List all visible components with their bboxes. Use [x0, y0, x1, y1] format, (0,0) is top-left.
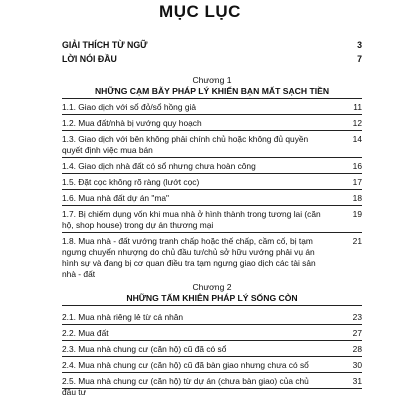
divider — [62, 157, 362, 158]
toc-entry[interactable] — [62, 134, 362, 156]
toc-entry[interactable] — [62, 236, 362, 280]
toc-entry-page: 30 — [352, 360, 362, 370]
divider — [62, 189, 362, 190]
toc-entry[interactable] — [62, 376, 362, 398]
toc-entry[interactable] — [62, 118, 362, 129]
toc-entry-text: 1.8. Mua nhà - đất vướng tranh chấp hoặc thế chấp, cầm cố, bị tạm ngưng chuyển nhượng do chủ đầu tư/chủ sở hữu vướng phải vụ án hình sự và đang bị cơ quan điều tra tạm ngưng giao dịch các tài sản nhà - đất — [62, 236, 316, 279]
toc-entry-page: 14 — [352, 134, 362, 144]
toc-entry-page: 3 — [357, 40, 362, 50]
chapter-label: Chương 2 — [192, 282, 232, 292]
divider — [62, 340, 362, 341]
toc-entry[interactable] — [62, 312, 362, 323]
chapter-2-header — [62, 282, 362, 304]
divider — [62, 232, 362, 233]
toc-entry-page: 16 — [352, 161, 362, 171]
divider — [62, 356, 362, 357]
toc-entry-text: 1.4. Giao dịch nhà đất có sổ nhưng chưa hoàn công — [62, 161, 256, 171]
toc-entry[interactable] — [62, 193, 362, 204]
toc-entry-text: 2.2. Mua đất — [62, 328, 109, 338]
toc-entry-text: GIẢI THÍCH TỪ NGỮ — [62, 40, 148, 50]
chapter-1-header — [62, 75, 362, 97]
toc-entry-text: 1.5. Đặt cọc không rõ ràng (lướt cọc) — [62, 177, 200, 187]
toc-entry-text: 1.1. Giao dịch với sổ đỏ/sổ hồng giả — [62, 102, 196, 112]
divider — [62, 305, 362, 306]
divider — [62, 324, 362, 325]
toc-entry-page: 7 — [357, 54, 362, 64]
toc-entry-page: 28 — [352, 344, 362, 354]
divider — [62, 173, 362, 174]
divider — [62, 98, 362, 99]
toc-entry[interactable] — [62, 102, 362, 113]
divider — [62, 372, 362, 373]
toc-entry-text: LỜI NÓI ĐẦU — [62, 54, 117, 64]
page-title: MỤC LỤC — [159, 2, 241, 21]
toc-entry-page: 19 — [352, 209, 362, 219]
toc-entry[interactable] — [62, 209, 362, 231]
divider — [62, 130, 362, 131]
toc-entry-text: 2.1. Mua nhà riêng lẻ từ cá nhân — [62, 312, 184, 322]
toc-entry-page: 23 — [352, 312, 362, 322]
chapter-label: Chương 1 — [192, 75, 232, 85]
toc-entry[interactable] — [62, 161, 362, 172]
divider — [62, 388, 362, 389]
toc-entry-text: 1.6. Mua nhà đất dự án "ma" — [62, 193, 169, 203]
toc-entry-text: 1.2. Mua đất/nhà bị vướng quy hoạch — [62, 118, 202, 128]
toc-entry[interactable] — [62, 328, 362, 339]
toc-entry[interactable] — [62, 177, 362, 188]
toc-entry-page: 18 — [352, 193, 362, 203]
toc-entry[interactable] — [62, 360, 362, 371]
toc-entry-page: 27 — [352, 328, 362, 338]
toc-entry[interactable] — [62, 344, 362, 355]
toc-entry-glossary[interactable] — [62, 40, 362, 51]
chapter-heading: NHỮNG CẠM BẪY PHÁP LÝ KHIẾN BẠN MẤT SẠCH TIỀN — [94, 86, 330, 96]
toc-entry-text: 1.3. Giao dịch với bên không phải chính chủ hoặc không đủ quyền quyết định việc mua bán — [62, 134, 309, 155]
divider — [62, 205, 362, 206]
divider — [62, 114, 362, 115]
toc-entry-text: 2.4. Mua nhà chung cư (căn hộ) cũ đã bàn giao nhưng chưa có sổ — [62, 360, 309, 370]
toc-entry-text: 2.5. Mua nhà chung cư (căn hộ) từ dự án (chưa bàn giao) của chủ đầu tư — [62, 376, 309, 397]
toc-entry-text: 1.7. Bị chiếm dụng vốn khi mua nhà ở hình thành trong tương lai (căn hộ, shop house) trong dự án thương mại — [62, 209, 321, 230]
toc-entry-page: 11 — [353, 102, 362, 112]
toc-entry-text: 2.3. Mua nhà chung cư (căn hộ) cũ đã có sổ — [62, 344, 227, 354]
toc-entry-page: 21 — [352, 236, 362, 246]
toc-entry-page: 12 — [352, 118, 362, 128]
chapter-heading: NHỮNG TẤM KHIÊN PHÁP LÝ SỐNG CÒN — [126, 293, 298, 303]
toc-entry-page: 17 — [352, 177, 362, 187]
toc-entry-page: 31 — [352, 376, 362, 386]
toc-entry-preface[interactable] — [62, 54, 362, 65]
